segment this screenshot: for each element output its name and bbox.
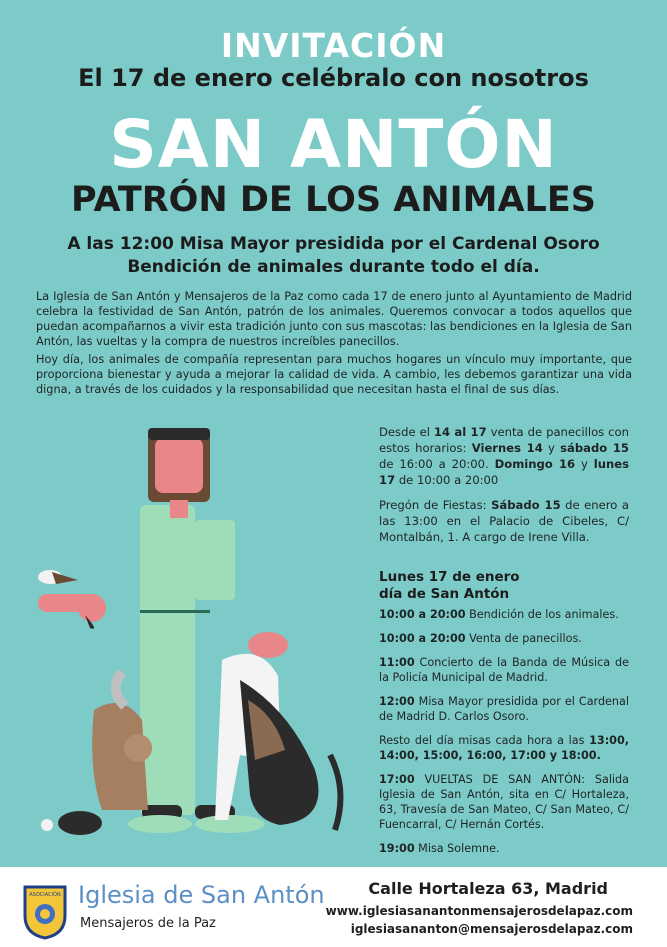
website-link[interactable]: www.iglesiasanantonmensajerosdelapaz.com xyxy=(325,904,633,918)
schedule-list xyxy=(379,607,629,865)
lead-line-1: A las 12:00 Misa Mayor presidida por el Cardenal Osoro xyxy=(67,234,600,254)
invitation-title: INVITACIÓN xyxy=(220,26,447,65)
pets-paragraph: Hoy día, los animales de compañía representan para muchos hogares un vínculo muy importante, que proporciona bienestar y ayuda a mejorar la calidad de vida. A cambio, les debemos garantizar una vida digna, a través de los cuidados y la responsabilidad que necesitan hasta el final de sus días. xyxy=(36,353,632,396)
illustration xyxy=(30,410,360,850)
schedule-item: 17:00 VUELTAS DE SAN ANTÓN: Salida Iglesia de San Antón, sita en C/ Hortaleza, 63, Travesía de San Mateo, C/ San Mateo, C/ Fuencarral, C/ Hernán Cortés. xyxy=(379,773,629,831)
church-subtitle: Mensajeros de la Paz xyxy=(80,916,216,931)
church-name: Iglesia de San Antón xyxy=(78,881,325,909)
logo-emblem-icon xyxy=(22,884,68,940)
schedule-item: 19:00 Misa Solemne. xyxy=(379,842,500,855)
footer xyxy=(0,867,667,947)
schedule-item: 11:00 Concierto de la Banda de Música de la Policía Municipal de Madrid. xyxy=(379,656,629,684)
subtitle: El 17 de enero celébralo con nosotros xyxy=(78,64,589,92)
address: Calle Hortaleza 63, Madrid xyxy=(368,879,608,898)
patron-title: PATRÓN DE LOS ANIMALES xyxy=(71,180,596,220)
intro-paragraph: La Iglesia de San Antón y Mensajeros de la Paz como cada 17 de enero junto al Ayuntamiento de Madrid celebra la festividad de San Antón, patrón de los animales. Queremos convocar a todos aquellos que puedan acompañarnos a vivir esta tradición junto con sus mascotas: las bendiciones en la Iglesia de San Antón, las vueltas y la compra de nuestros increíbles panecillos. xyxy=(36,290,632,348)
schedule-heading: Lunes 17 de enero día de San Antón xyxy=(379,569,520,602)
pregon-info: Pregón de Fiestas: Sábado 15 de enero a las 13:00 en el Palacio de Cibeles, C/ Montalbán, 1. A cargo de Irene Villa. xyxy=(379,498,629,544)
schedule-item: 10:00 a 20:00 Bendición de los animales. xyxy=(379,608,619,621)
schedule-item: 12:00 Misa Mayor presidida por el Cardenal de Madrid D. Carlos Osoro. xyxy=(379,695,629,723)
person-body xyxy=(140,505,195,815)
email-link[interactable]: iglesiasananton@mensajerosdelapaz.com xyxy=(350,922,633,936)
schedule-item: 10:00 a 20:00 Venta de panecillos. xyxy=(379,632,582,645)
lead-line-2: Bendición de animales durante todo el día. xyxy=(127,257,540,277)
main-title: SAN ANTÓN xyxy=(109,106,558,183)
schedule-item: Resto del día misas cada hora a las 13:00, 14:00, 15:00, 16:00, 17:00 y 18:00. xyxy=(379,734,629,762)
panecillos-info: Desde el 14 al 17 venta de panecillos con estos horarios: Viernes 14 y sábado 15 de 16:00 a 20:00. Domingo 16 y lunes 17 de 10:00 a 20:00 xyxy=(379,425,630,487)
logo-text: ASOCIACIÓN xyxy=(29,892,61,898)
